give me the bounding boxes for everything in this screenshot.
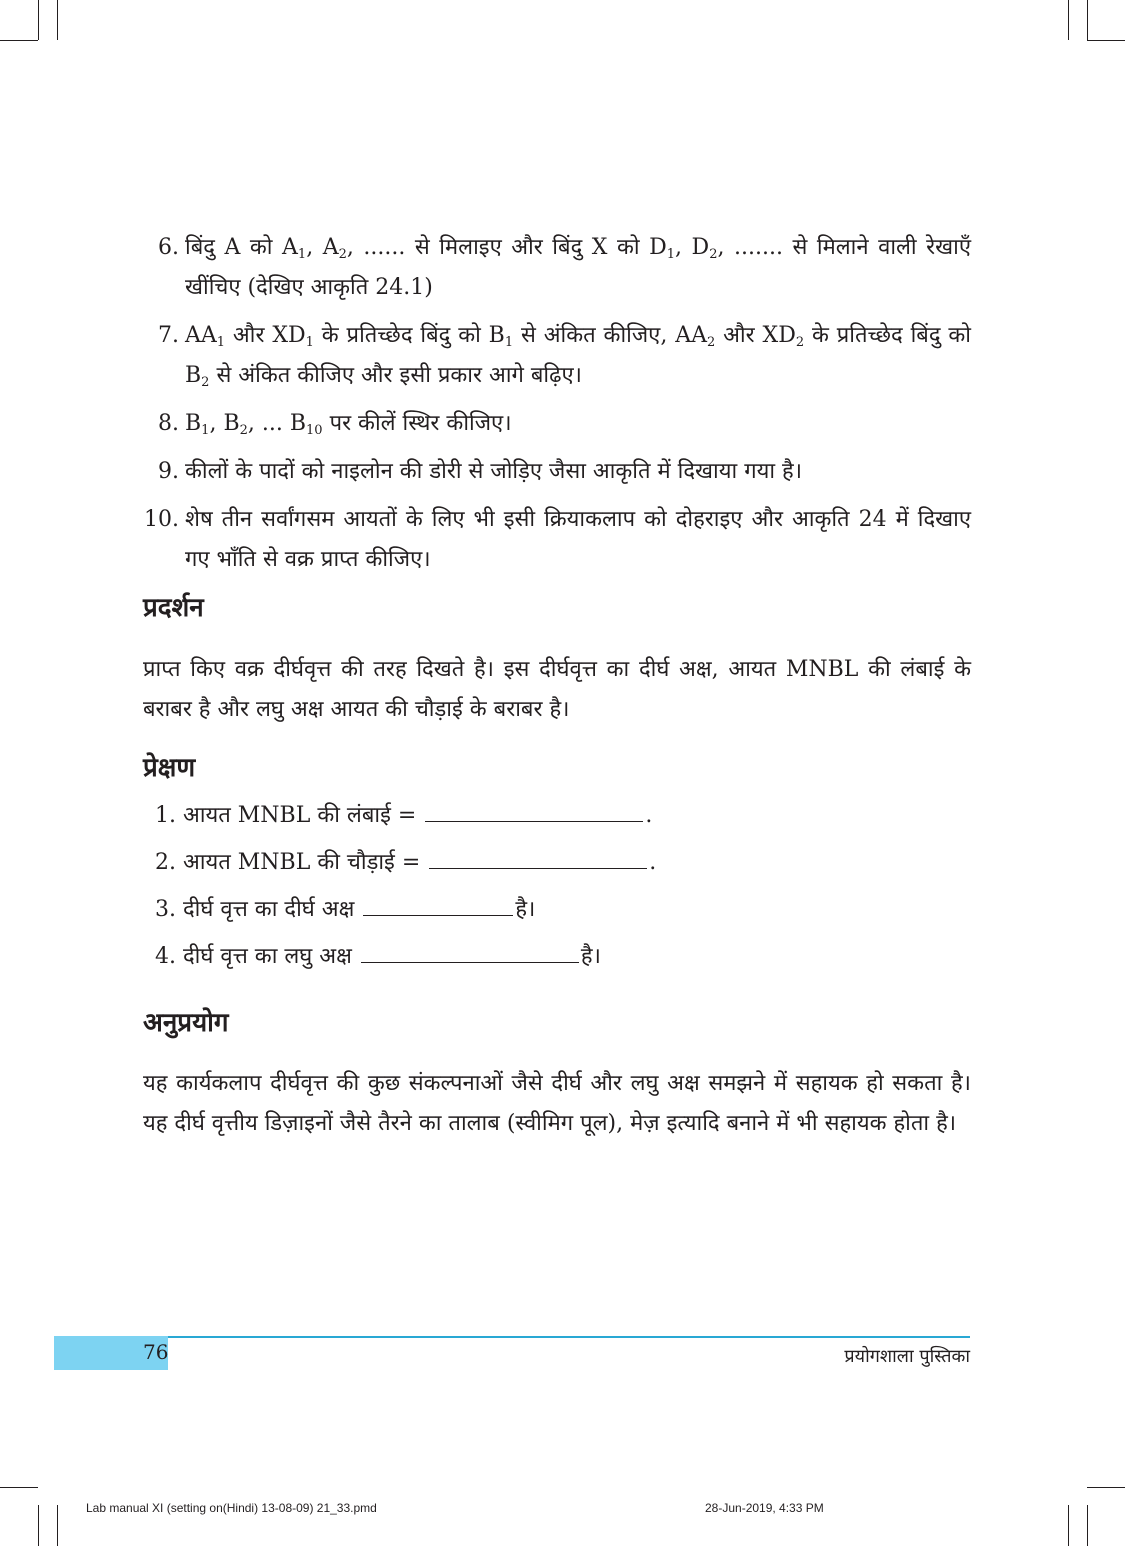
crop-mark [38,1505,39,1546]
observation-item [155,937,601,977]
answer-blank[interactable] [425,799,643,822]
crop-mark [1068,1505,1069,1546]
observation-number: 3. [155,897,176,922]
observation-item [155,796,652,836]
demonstration-heading: प्रदर्शन [143,593,204,623]
observation-item [155,890,535,930]
crop-mark [1087,1505,1088,1546]
observation-label: आयत MNBL की लंबाई = [183,803,417,828]
observation-label: दीर्घ वृत्त का लघु अक्ष [183,944,352,969]
crop-mark [1068,0,1069,40]
slug-date: 28-Jun-2019, 4:33 PM [705,1501,824,1515]
step-text: शेष तीन सर्वांगसम आयतों के लिए भी इसी क्रियाकलाप को दोहराइए और आकृति 24 में दिखाए गए भाँति से वक्र प्राप्त कीजिए। [185,507,971,572]
crop-mark [57,0,58,40]
observation-end: है। [580,944,601,969]
observation-end: . [649,850,657,875]
step-text: $B_1$, $B_2$, ... $B_{10}$ पर कीलें स्थिर कीजिए। [185,411,512,438]
answer-blank[interactable] [363,893,513,916]
page-number: 76 [143,1340,169,1364]
application-heading: अनुप्रयोग [143,1008,229,1038]
slug-filename: Lab manual XI (setting on(Hindi) 13-08-09) 21_33.pmd [86,1501,377,1515]
step-text: $AA_1$ और $XD_1$ के प्रतिच्छेद बिंदु को $B_1$ से अंकित कीजिए, $AA_2$ और $XD_2$ के प्रतिच्छेद बिंदु को $B_2$ से अंकित कीजिए और इसी प्रकार आगे बढ़िए। [185,323,972,390]
step-text: बिंदु A को $A_1$, $A_2$, ...... से मिलाइए और बिंदु X को $D_1$, $D_2$, ....... से मिलाने वाली रेखाएँ खींचिए (देखिए आकृति 24.1) [185,235,972,300]
step-number: 10. [144,507,179,532]
demonstration-text: प्राप्त किए वक्र दीर्घवृत्त की तरह दिखते है। इस दीर्घवृत्त का दीर्घ अक्ष, आयत MNBL की लंबाई के बराबर है और लघु अक्ष आयत की चौड़ाई के बराबर है। [143,657,971,722]
observation-item [155,843,656,883]
answer-blank[interactable] [429,846,647,869]
step-number: 9. [158,459,179,484]
crop-mark [57,1505,58,1546]
observation-number: 1. [155,803,176,828]
crop-mark [1087,1487,1125,1488]
footer-rule [54,1336,970,1338]
answer-blank[interactable] [361,940,579,963]
crop-mark [38,0,39,40]
crop-mark [0,40,38,41]
step-number: 7. [158,323,179,348]
crop-mark [1087,0,1088,40]
observation-end: है। [515,897,536,922]
observation-end: . [645,803,653,828]
observation-heading: प्रेक्षण [143,753,196,783]
step-number: 8. [158,411,179,436]
step-number: 6. [158,235,179,260]
observation-label: दीर्घ वृत्त का दीर्घ अक्ष [183,897,355,922]
crop-mark [0,1487,38,1488]
application-text: यह कार्यकलाप दीर्घवृत्त की कुछ संकल्पनाओं जैसे दीर्घ और लघु अक्ष समझने में सहायक हो सकता है। यह दीर्घ वृत्तीय डिज़ाइनों जैसे तैरने का तालाब (स्वीमिग पूल), मेज़ इत्यादि बनाने में भी सहायक होता है। [143,1071,971,1136]
running-title: प्रयोगशाला पुस्तिका [844,1346,970,1367]
step-text: कीलों के पादों को नाइलोन की डोरी से जोड़िए जैसा आकृति में दिखाया गया है। [185,459,803,484]
observation-number: 2. [155,850,176,875]
observation-label: आयत MNBL की चौड़ाई = [183,850,421,875]
crop-mark [1087,40,1125,41]
observation-number: 4. [155,944,176,969]
